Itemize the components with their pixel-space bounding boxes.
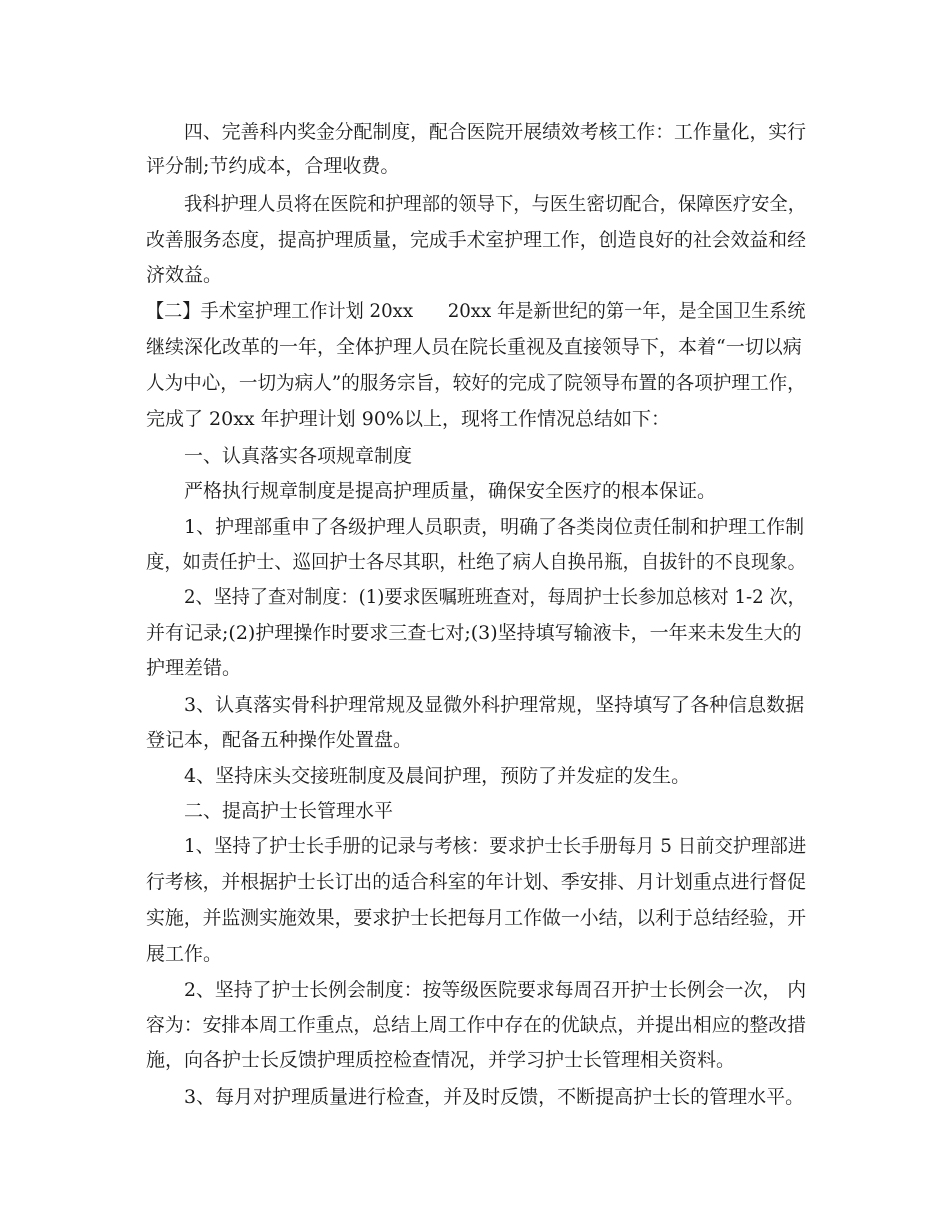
paragraph-line: 我科护理人员将在医院和护理部的领导下，与医生密切配合，保障医疗安全， bbox=[184, 193, 807, 215]
paragraph-line: 4、坚持床头交接班制度及晨间护理，预防了并发症的发生。 bbox=[184, 765, 691, 787]
subheading-line: 二、提高护士长管理水平 bbox=[184, 800, 394, 822]
paragraph-line: 严格执行规章制度是提高护理质量，确保安全医疗的根本保证。 bbox=[184, 480, 717, 502]
paragraph-line: 评分制;节约成本，合理收费。 bbox=[146, 155, 400, 177]
paragraph-line: 3、每月对护理质量进行检查，并及时反馈，不断提高护士长的管理水平。 bbox=[184, 1086, 805, 1108]
paragraph-line: 并有记录;(2)护理操作时要求三查七对;(3)坚持填写输液卡，一年来未发生大的 bbox=[146, 622, 802, 644]
paragraph-line: 登记本，配备五种操作处置盘。 bbox=[146, 729, 413, 751]
paragraph-line: 3、认真落实骨科护理常规及显微外科护理常规，坚持填写了各种信息数据 bbox=[184, 694, 805, 716]
paragraph-line: 施，向各护士长反馈护理质控检查情况，并学习护士长管理相关资料。 bbox=[146, 1049, 736, 1071]
paragraph-line: 容为：安排本周工作重点，总结上周工作中存在的优缺点，并提出相应的整改措 bbox=[146, 1014, 807, 1036]
paragraph-line: 实施，并监测实施效果，要求护士长把每月工作做一小结，以利于总结经验，开 bbox=[146, 907, 807, 929]
paragraph-line: 度，如责任护士、巡回护士各尽其职，杜绝了病人自换吊瓶，自拔针的不良现象。 bbox=[146, 551, 807, 573]
paragraph-line: 完成了 20xx 年护理计划 90%以上，现将工作情况总结如下： bbox=[146, 408, 670, 430]
paragraph-line: 护理差错。 bbox=[146, 657, 242, 679]
paragraph-line: 人为中心，一切为病人”的服务宗旨，较好的完成了院领导布置的各项护理工作， bbox=[146, 372, 806, 394]
paragraph-line: 2、坚持了查对制度：(1)要求医嘱班班查对，每周护士长参加总核对 1-2 次， bbox=[184, 586, 806, 608]
paragraph-line: 改善服务态度，提高护理质量，完成手术室护理工作，创造良好的社会效益和经 bbox=[146, 229, 807, 251]
paragraph-line: 1、护理部重申了各级护理人员职责，明确了各类岗位责任制和护理工作制 bbox=[184, 516, 805, 538]
paragraph-line: 展工作。 bbox=[146, 943, 223, 965]
paragraph-line: 1、坚持了护士长手册的记录与考核：要求护士长手册每月 5 日前交护理部进 bbox=[184, 835, 807, 857]
subheading-line: 一、认真落实各项规章制度 bbox=[184, 445, 413, 467]
paragraph-line: 四、完善科内奖金分配制度，配合医院开展绩效考核工作：工作量化，实行 bbox=[184, 121, 807, 143]
section-heading-line: 【二】手术室护理工作计划 20xx 20xx 年是新世纪的第一年，是全国卫生系统 bbox=[146, 300, 806, 322]
paragraph-line: 继续深化改革的一年，全体护理人员在院长重视及直接领导下，本着“一切以病 bbox=[146, 336, 802, 358]
paragraph-line: 行考核，并根据护士长订出的适合科室的年计划、季安排、月计划重点进行督促 bbox=[146, 871, 807, 893]
paragraph-line: 2、坚持了护士长例会制度：按等级医院要求每周召开护士长例会一次， 内 bbox=[184, 979, 807, 1001]
paragraph-line: 济效益。 bbox=[146, 264, 223, 286]
